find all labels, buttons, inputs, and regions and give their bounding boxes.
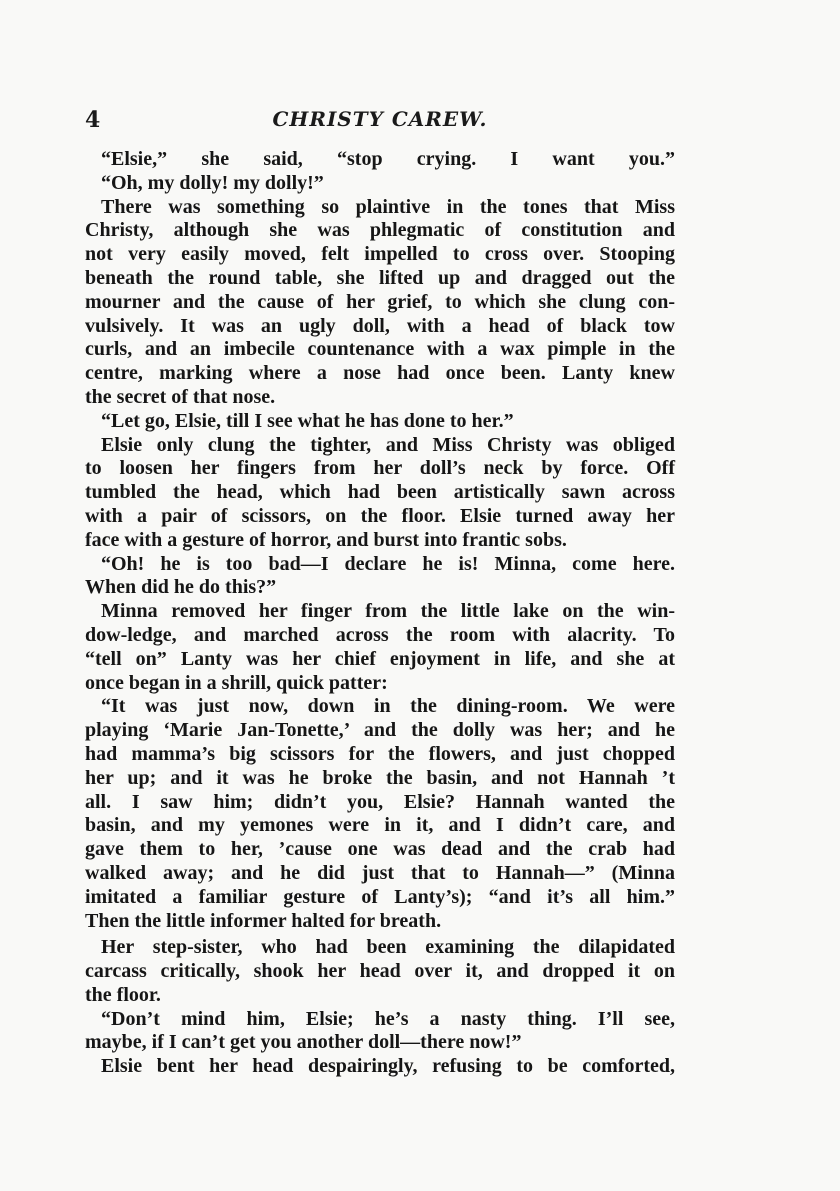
text-line: “Oh, my dolly! my dolly!” [101,171,324,194]
text-line: Elsie bent her head despairingly, refusing to be comforted, [101,1055,675,1078]
page-header [85,107,675,137]
text-line: with a pair of scissors, on the floor. Elsie turned away her [85,504,675,527]
text-line: the floor. [85,983,161,1006]
text-line: mourner and the cause of her grief, to which she clung con- [85,290,675,313]
page-number: 4 [85,107,101,133]
text-line: carcass critically, shook her head over it, and dropped it on [85,960,675,983]
text-line: her up; and it was he broke the basin, and not Hannah ’t [85,766,675,789]
text-line: not very easily moved, felt impelled to cross over. Stooping [85,243,675,266]
text-line: “Elsie,” she said, “stop crying. I want you.” [101,148,675,170]
text-line: “Let go, Elsie, till I see what he has done to her.” [101,409,514,432]
running-title: CHRISTY CAREW. [272,107,488,131]
text-line: once began in a shrill, quick patter: [85,671,388,694]
text-line: all. I saw him; didn’t you, Elsie? Hannah wanted the [85,790,675,813]
text-line: vulsively. It was an ugly doll, with a head of black tow [85,314,675,337]
text-line: curls, and an imbecile countenance with a wax pimple in the [85,338,675,361]
text-line: to loosen her fingers from her doll’s neck by force. Off [85,457,675,480]
text-line: Christy, although she was phlegmatic of constitution and [85,219,675,242]
text-line: gave them to her, ’cause one was dead and the crab had [85,838,675,861]
text-line: “Oh! he is too bad—I declare he is! Minna, come here. [101,552,675,575]
text-line: “Don’t mind him, Elsie; he’s a nasty thing. I’ll see, [101,1007,675,1030]
text-line: Then the little informer halted for breath. [85,909,442,932]
text-line: centre, marking where a nose had once been. Lanty knew [85,362,675,385]
text-line: face with a gesture of horror, and burst into frantic sobs. [85,528,567,551]
text-line: basin, and my yemones were in it, and I didn’t care, and [85,814,675,837]
text-line: imitated a familiar gesture of Lanty’s); “and it’s all him.” [85,885,675,908]
text-line: When did he do this?” [85,576,277,599]
text-line: playing ‘Marie Jan-Tonette,’ and the dolly was her; and he [85,719,675,742]
text-line: “tell on” Lanty was her chief enjoyment in life, and she at [85,647,675,670]
text-line: maybe, if I can’t get you another doll—there now!” [85,1031,522,1054]
text-line: beneath the round table, she lifted up and dragged out the [85,266,675,289]
text-line: Elsie only clung the tighter, and Miss Christy was obliged [101,433,675,456]
text-line: “It was just now, down in the dining-room. We were [101,695,675,718]
text-line: the secret of that nose. [85,385,276,408]
text-line: dow-ledge, and marched across the room with alacrity. To [85,623,675,646]
text-line: walked away; and he did just that to Hannah—” (Minna [85,861,675,884]
text-line: tumbled the head, which had been artistically sawn across [85,481,675,504]
text-line: Her step-sister, who had been examining the dilapidated [101,936,675,959]
body-text [85,148,675,1079]
text-line: had mamma’s big scissors for the flowers, and just chopped [85,742,675,765]
text-line: Minna removed her finger from the little lake on the win- [101,600,675,623]
text-line: There was something so plaintive in the tones that Miss [101,195,675,218]
